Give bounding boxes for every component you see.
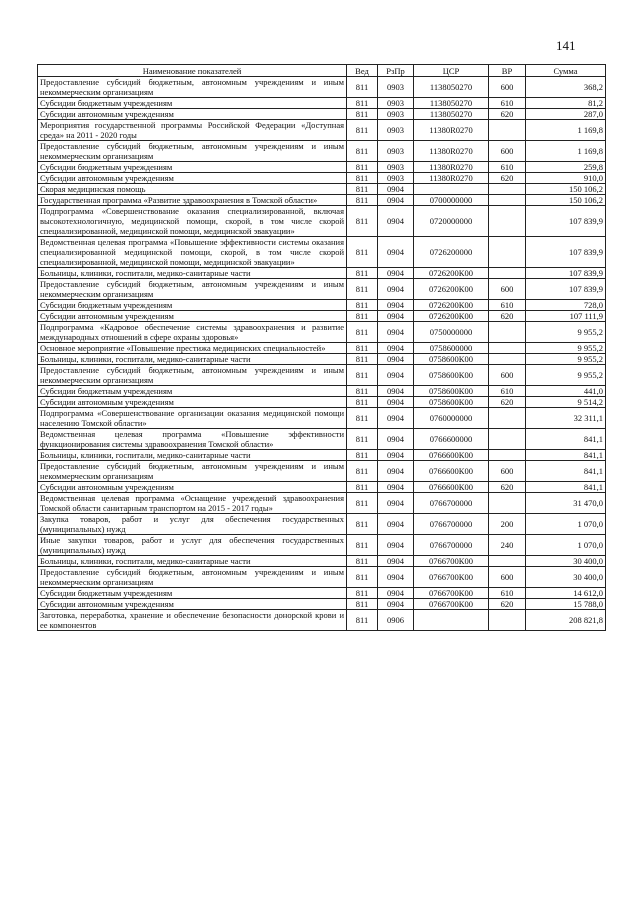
cell-ved: 811 — [347, 162, 378, 173]
cell-rzpr: 0904 — [378, 184, 414, 195]
table-row — [38, 365, 606, 386]
cell-vr — [489, 493, 526, 514]
cell-ved: 811 — [347, 237, 378, 268]
cell-name: Субсидии бюджетным учреждениям — [38, 588, 347, 599]
cell-ved: 811 — [347, 77, 378, 98]
cell-name: Подпрограмма «Кадровое обеспечение системы здравоохранения и развитие международных отношений в сфере охраны здоровья» — [38, 322, 347, 343]
cell-vr: 610 — [489, 588, 526, 599]
table-row — [38, 77, 606, 98]
header-row — [38, 65, 606, 77]
cell-csr: 0750000000 — [414, 322, 489, 343]
cell-sum: 841,1 — [526, 482, 606, 493]
cell-ved: 811 — [347, 461, 378, 482]
table-row — [38, 311, 606, 322]
table-row — [38, 429, 606, 450]
cell-sum: 1 070,0 — [526, 535, 606, 556]
cell-rzpr: 0903 — [378, 98, 414, 109]
cell-name: Больницы, клиники, госпитали, медико-санитарные части — [38, 556, 347, 567]
cell-csr: 11380R0270 — [414, 162, 489, 173]
cell-csr — [414, 610, 489, 631]
cell-vr — [489, 343, 526, 354]
header-name: Наименование показателей — [38, 65, 347, 77]
cell-csr: 0726200000 — [414, 237, 489, 268]
table-row — [38, 610, 606, 631]
cell-rzpr: 0904 — [378, 354, 414, 365]
cell-sum: 910,0 — [526, 173, 606, 184]
table-row — [38, 397, 606, 408]
cell-ved: 811 — [347, 268, 378, 279]
cell-ved: 811 — [347, 365, 378, 386]
cell-name: Мероприятия государственной программы Российской Федерации «Доступная среда» на 2011 - 2020 годы — [38, 120, 347, 141]
cell-csr: 0726200К00 — [414, 279, 489, 300]
table-row — [38, 322, 606, 343]
cell-csr: 0760000000 — [414, 408, 489, 429]
cell-csr: 1138050270 — [414, 98, 489, 109]
cell-rzpr: 0903 — [378, 120, 414, 141]
table-row — [38, 567, 606, 588]
cell-ved: 811 — [347, 109, 378, 120]
cell-sum: 9 955,2 — [526, 322, 606, 343]
cell-csr: 1138050270 — [414, 77, 489, 98]
table-row — [38, 237, 606, 268]
cell-rzpr: 0904 — [378, 206, 414, 237]
cell-sum: 150 106,2 — [526, 184, 606, 195]
cell-rzpr: 0906 — [378, 610, 414, 631]
cell-rzpr: 0903 — [378, 162, 414, 173]
cell-sum: 9 514,2 — [526, 397, 606, 408]
cell-csr: 1138050270 — [414, 109, 489, 120]
cell-name: Предоставление субсидий бюджетным, автономным учреждениям и иным некоммерческим организациям — [38, 141, 347, 162]
table-row — [38, 195, 606, 206]
cell-vr — [489, 354, 526, 365]
cell-vr — [489, 120, 526, 141]
cell-vr: 620 — [489, 599, 526, 610]
cell-vr — [489, 237, 526, 268]
cell-vr — [489, 450, 526, 461]
cell-rzpr: 0903 — [378, 109, 414, 120]
cell-vr: 600 — [489, 141, 526, 162]
cell-rzpr: 0903 — [378, 141, 414, 162]
cell-sum: 30 400,0 — [526, 556, 606, 567]
table-row — [38, 162, 606, 173]
cell-rzpr: 0904 — [378, 311, 414, 322]
cell-rzpr: 0904 — [378, 408, 414, 429]
cell-ved: 811 — [347, 535, 378, 556]
header-sum: Сумма — [526, 65, 606, 77]
table-row — [38, 268, 606, 279]
cell-vr — [489, 408, 526, 429]
cell-name: Субсидии автономным учреждениям — [38, 311, 347, 322]
table-row — [38, 98, 606, 109]
cell-csr: 0766700000 — [414, 535, 489, 556]
cell-vr: 600 — [489, 77, 526, 98]
cell-vr: 600 — [489, 567, 526, 588]
cell-csr: 0726200К00 — [414, 311, 489, 322]
table-row — [38, 556, 606, 567]
cell-csr: 0766600К00 — [414, 482, 489, 493]
cell-sum: 208 821,8 — [526, 610, 606, 631]
cell-ved: 811 — [347, 514, 378, 535]
cell-sum: 9 955,2 — [526, 354, 606, 365]
table-body — [38, 77, 606, 631]
cell-name: Больницы, клиники, госпитали, медико-санитарные части — [38, 354, 347, 365]
header-rzpr: РзПр — [378, 65, 414, 77]
cell-rzpr: 0904 — [378, 535, 414, 556]
cell-name: Субсидии бюджетным учреждениям — [38, 386, 347, 397]
cell-sum: 841,1 — [526, 461, 606, 482]
cell-name: Ведомственная целевая программа «Повышение эффективности функционирования системы здравоохранения Томской области» — [38, 429, 347, 450]
table-row — [38, 300, 606, 311]
cell-rzpr: 0904 — [378, 268, 414, 279]
cell-csr: 0766700К00 — [414, 567, 489, 588]
cell-csr: 11380R0270 — [414, 141, 489, 162]
cell-ved: 811 — [347, 599, 378, 610]
cell-ved: 811 — [347, 450, 378, 461]
cell-name: Больницы, клиники, госпитали, медико-санитарные части — [38, 450, 347, 461]
cell-ved: 811 — [347, 588, 378, 599]
cell-name: Больницы, клиники, госпитали, медико-санитарные части — [38, 268, 347, 279]
page-number: 141 — [556, 38, 576, 53]
cell-name: Иные закупки товаров, работ и услуг для обеспечения государственных (муниципальных) нужд — [38, 535, 347, 556]
cell-name: Закупка товаров, работ и услуг для обеспечения государственных (муниципальных) нужд — [38, 514, 347, 535]
cell-ved: 811 — [347, 120, 378, 141]
cell-vr — [489, 556, 526, 567]
table-row — [38, 141, 606, 162]
cell-ved: 811 — [347, 195, 378, 206]
table-row — [38, 493, 606, 514]
cell-name: Предоставление субсидий бюджетным, автономным учреждениям и иным некоммерческим организациям — [38, 567, 347, 588]
cell-rzpr: 0904 — [378, 556, 414, 567]
cell-ved: 811 — [347, 206, 378, 237]
cell-ved: 811 — [347, 493, 378, 514]
cell-ved: 811 — [347, 311, 378, 322]
cell-vr: 620 — [489, 482, 526, 493]
cell-vr: 600 — [489, 279, 526, 300]
cell-name: Подпрограмма «Совершенствование оказания специализированной, включая высокотехнологичную, медицинской помощи, скорой, в том числе скорой специализированной, медицинской помощи, медицинской эвакуации» — [38, 206, 347, 237]
cell-ved: 811 — [347, 482, 378, 493]
cell-vr — [489, 206, 526, 237]
cell-vr: 610 — [489, 386, 526, 397]
cell-sum: 441,0 — [526, 386, 606, 397]
cell-rzpr: 0904 — [378, 588, 414, 599]
cell-csr: 0766700000 — [414, 493, 489, 514]
cell-rzpr: 0904 — [378, 279, 414, 300]
cell-csr — [414, 184, 489, 195]
cell-rzpr: 0904 — [378, 514, 414, 535]
cell-name: Ведомственная целевая программа «Оснащение учреждений здравоохранения Томской области санитарным транспортом на 2015 - 2017 годы» — [38, 493, 347, 514]
cell-sum: 14 612,0 — [526, 588, 606, 599]
cell-rzpr: 0904 — [378, 429, 414, 450]
cell-sum: 9 955,2 — [526, 365, 606, 386]
cell-rzpr: 0904 — [378, 237, 414, 268]
cell-rzpr: 0904 — [378, 322, 414, 343]
cell-vr: 620 — [489, 397, 526, 408]
cell-sum: 150 106,2 — [526, 195, 606, 206]
table-row — [38, 109, 606, 120]
cell-vr — [489, 429, 526, 450]
cell-ved: 811 — [347, 279, 378, 300]
cell-name: Государственная программа «Развитие здравоохранения в Томской области» — [38, 195, 347, 206]
cell-vr — [489, 322, 526, 343]
cell-csr: 0766600К00 — [414, 461, 489, 482]
cell-ved: 811 — [347, 567, 378, 588]
header-csr: ЦСР — [414, 65, 489, 77]
cell-name: Субсидии автономным учреждениям — [38, 397, 347, 408]
cell-name: Субсидии автономным учреждениям — [38, 599, 347, 610]
cell-sum: 81,2 — [526, 98, 606, 109]
cell-vr — [489, 184, 526, 195]
cell-vr: 610 — [489, 98, 526, 109]
cell-name: Скорая медицинская помощь — [38, 184, 347, 195]
cell-sum: 107 111,9 — [526, 311, 606, 322]
cell-rzpr: 0903 — [378, 173, 414, 184]
table-row — [38, 279, 606, 300]
cell-sum: 9 955,2 — [526, 343, 606, 354]
cell-rzpr: 0904 — [378, 343, 414, 354]
cell-ved: 811 — [347, 141, 378, 162]
cell-name: Предоставление субсидий бюджетным, автономным учреждениям и иным некоммерческим организациям — [38, 461, 347, 482]
cell-csr: 0766700К00 — [414, 556, 489, 567]
cell-vr: 620 — [489, 109, 526, 120]
cell-vr — [489, 268, 526, 279]
cell-name: Субсидии бюджетным учреждениям — [38, 162, 347, 173]
cell-ved: 811 — [347, 408, 378, 429]
table-row — [38, 535, 606, 556]
cell-sum: 1 169,8 — [526, 141, 606, 162]
cell-name: Субсидии бюджетным учреждениям — [38, 300, 347, 311]
cell-ved: 811 — [347, 354, 378, 365]
cell-rzpr: 0904 — [378, 461, 414, 482]
cell-rzpr: 0904 — [378, 365, 414, 386]
cell-name: Субсидии бюджетным учреждениям — [38, 98, 347, 109]
cell-vr: 620 — [489, 173, 526, 184]
budget-table — [37, 64, 606, 631]
cell-csr: 0758600К00 — [414, 354, 489, 365]
table-row — [38, 514, 606, 535]
table-row — [38, 184, 606, 195]
header-vr: ВР — [489, 65, 526, 77]
cell-ved: 811 — [347, 300, 378, 311]
cell-csr: 0758600К00 — [414, 397, 489, 408]
cell-vr: 240 — [489, 535, 526, 556]
cell-sum: 841,1 — [526, 450, 606, 461]
table-row — [38, 173, 606, 184]
cell-rzpr: 0904 — [378, 567, 414, 588]
cell-sum: 728,0 — [526, 300, 606, 311]
cell-rzpr: 0904 — [378, 386, 414, 397]
cell-sum: 32 311,1 — [526, 408, 606, 429]
cell-ved: 811 — [347, 397, 378, 408]
cell-name: Предоставление субсидий бюджетным, автономным учреждениям и иным некоммерческим организациям — [38, 77, 347, 98]
cell-ved: 811 — [347, 98, 378, 109]
cell-sum: 107 839,9 — [526, 237, 606, 268]
cell-name: Основное мероприятие «Повышение престижа медицинских специальностей» — [38, 343, 347, 354]
cell-ved: 811 — [347, 429, 378, 450]
cell-csr: 0726200К00 — [414, 300, 489, 311]
cell-name: Субсидии автономным учреждениям — [38, 173, 347, 184]
cell-csr: 0766600К00 — [414, 450, 489, 461]
table-row — [38, 461, 606, 482]
cell-vr — [489, 610, 526, 631]
cell-rzpr: 0904 — [378, 397, 414, 408]
table-row — [38, 386, 606, 397]
cell-csr: 11380R0270 — [414, 173, 489, 184]
cell-rzpr: 0904 — [378, 599, 414, 610]
cell-csr: 0766600000 — [414, 429, 489, 450]
cell-sum: 107 839,9 — [526, 268, 606, 279]
cell-sum: 287,0 — [526, 109, 606, 120]
cell-ved: 811 — [347, 610, 378, 631]
cell-name: Субсидии автономным учреждениям — [38, 109, 347, 120]
cell-vr: 200 — [489, 514, 526, 535]
cell-ved: 811 — [347, 386, 378, 397]
cell-vr: 600 — [489, 461, 526, 482]
cell-vr: 620 — [489, 311, 526, 322]
table-row — [38, 343, 606, 354]
table-row — [38, 588, 606, 599]
cell-ved: 811 — [347, 184, 378, 195]
cell-name: Предоставление субсидий бюджетным, автономным учреждениям и иным некоммерческим организациям — [38, 279, 347, 300]
cell-sum: 107 839,9 — [526, 206, 606, 237]
cell-name: Предоставление субсидий бюджетным, автономным учреждениям и иным некоммерческим организациям — [38, 365, 347, 386]
cell-csr: 0726200К00 — [414, 268, 489, 279]
cell-sum: 368,2 — [526, 77, 606, 98]
cell-ved: 811 — [347, 322, 378, 343]
cell-csr: 0766700К00 — [414, 599, 489, 610]
cell-rzpr: 0903 — [378, 77, 414, 98]
cell-rzpr: 0904 — [378, 300, 414, 311]
table-row — [38, 599, 606, 610]
header-ved: Вед — [347, 65, 378, 77]
cell-sum: 1 070,0 — [526, 514, 606, 535]
cell-csr: 0766700К00 — [414, 588, 489, 599]
cell-sum: 259,8 — [526, 162, 606, 173]
cell-sum: 15 788,0 — [526, 599, 606, 610]
cell-sum: 30 400,0 — [526, 567, 606, 588]
cell-csr: 0720000000 — [414, 206, 489, 237]
table-header — [38, 65, 606, 77]
cell-vr: 600 — [489, 365, 526, 386]
cell-sum: 841,1 — [526, 429, 606, 450]
cell-name: Заготовка, переработка, хранение и обеспечение безопасности донорской крови и ее компонентов — [38, 610, 347, 631]
cell-csr: 11380R0270 — [414, 120, 489, 141]
cell-csr: 0758600000 — [414, 343, 489, 354]
cell-rzpr: 0904 — [378, 195, 414, 206]
cell-sum: 31 470,0 — [526, 493, 606, 514]
cell-csr: 0700000000 — [414, 195, 489, 206]
cell-ved: 811 — [347, 343, 378, 354]
table-row — [38, 354, 606, 365]
cell-rzpr: 0904 — [378, 482, 414, 493]
cell-ved: 811 — [347, 556, 378, 567]
cell-name: Подпрограмма «Совершенствование организации оказания медицинской помощи населению Томской области» — [38, 408, 347, 429]
cell-name: Ведомственная целевая программа «Повышение эффективности системы оказания специализированной медицинской помощи, скорой, в том числе скорой специализированной, медицинской помощи, медицинской эвакуации» — [38, 237, 347, 268]
cell-csr: 0758600К00 — [414, 386, 489, 397]
cell-vr: 610 — [489, 300, 526, 311]
cell-rzpr: 0904 — [378, 493, 414, 514]
cell-csr: 0766700000 — [414, 514, 489, 535]
cell-csr: 0758600К00 — [414, 365, 489, 386]
table-row — [38, 206, 606, 237]
cell-name: Субсидии автономным учреждениям — [38, 482, 347, 493]
table-row — [38, 408, 606, 429]
table-row — [38, 482, 606, 493]
cell-sum: 107 839,9 — [526, 279, 606, 300]
cell-vr: 610 — [489, 162, 526, 173]
cell-vr — [489, 195, 526, 206]
table-row — [38, 120, 606, 141]
cell-ved: 811 — [347, 173, 378, 184]
cell-sum: 1 169,8 — [526, 120, 606, 141]
table-row — [38, 450, 606, 461]
cell-rzpr: 0904 — [378, 450, 414, 461]
